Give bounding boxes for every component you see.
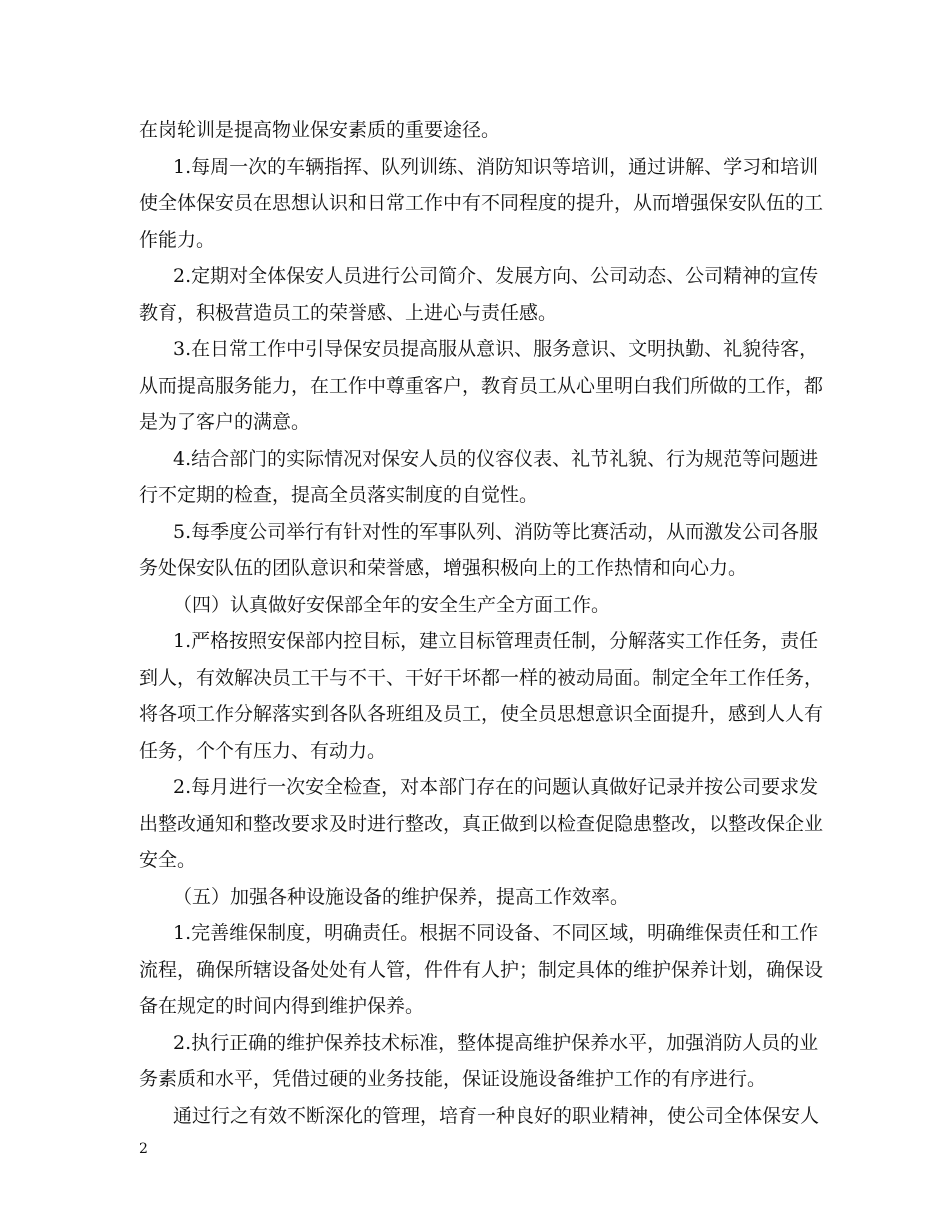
text-line: 务素质和水平，凭借过硬的业务技能，保证设施设备维护工作的有序进行。 xyxy=(139,1068,767,1090)
text-line: 安全。 xyxy=(139,849,197,871)
text-line: 在岗轮训是提高物业保安素质的重要途径。 xyxy=(139,119,501,141)
text-line: 2.每月进行一次安全检查，对本部门存在的问题认真做好记录并按公司要求发 xyxy=(173,776,819,798)
text-line: 2.定期对全体保安人员进行公司简介、发展方向、公司动态、公司精神的宣传 xyxy=(173,265,819,287)
text-line: 3.在日常工作中引导保安员提高服从意识、服务意识、文明执勤、礼貌待客， xyxy=(173,338,819,360)
section-heading: （五）加强各种设施设备的维护保养，提高工作效率。 xyxy=(173,885,630,908)
text-line: 从而提高服务能力，在工作中尊重客户，教育员工从心里明白我们所做的工作，都 xyxy=(139,374,824,397)
text-line: 1.严格按照安保部内控目标，建立目标管理责任制，分解落实工作任务，责任 xyxy=(173,630,819,652)
text-line: 将各项工作分解落实到各队各班组及员工，使全员思想意识全面提升，感到人人有 xyxy=(139,703,824,725)
body-text xyxy=(139,112,824,1134)
text-line: 通过行之有效不断深化的管理，培育一种良好的职业精神，使公司全体保安人 xyxy=(173,1104,820,1127)
text-line: 1.完善维保制度，明确责任。根据不同设备、不同区域，明确维保责任和工作 xyxy=(173,922,819,944)
page-number: 2 xyxy=(139,1141,148,1157)
text-line: 务处保安队伍的团队意识和荣誉感，增强积极向上的工作热情和向心力。 xyxy=(139,557,748,579)
section-heading: （四）认真做好安保部全年的安全生产全方面工作。 xyxy=(173,593,611,616)
text-line: 是为了客户的满意。 xyxy=(139,411,311,433)
text-line: 作能力。 xyxy=(139,228,216,251)
text-line: 到人，有效解决员工干与不干、干好干坏都一样的被动局面。制定全年工作任务， xyxy=(139,666,824,689)
text-line: 教育，积极营造员工的荣誉感、上进心与责任感。 xyxy=(139,301,558,324)
text-line: 行不定期的检查，提高全员落实制度的自觉性。 xyxy=(139,484,539,506)
text-line: 4.结合部门的实际情况对保安人员的仪容仪表、礼节礼貌、行为规范等问题进 xyxy=(173,447,819,470)
text-line: 1.每周一次的车辆指挥、队列训练、消防知识等培训，通过讲解、学习和培训 xyxy=(173,155,819,178)
text-line: 使全体保安员在思想认识和日常工作中有不同程度的提升，从而增强保安队伍的工 xyxy=(139,192,824,214)
text-line: 5.每季度公司举行有针对性的军事队列、消防等比赛活动，从而激发公司各服 xyxy=(173,520,819,543)
text-line: 流程，确保所辖设备处处有人管，件件有人护；制定具体的维护保养计划，确保设 xyxy=(139,958,824,981)
text-line: 2.执行正确的维护保养技术标准，整体提高维护保养水平，加强消防人员的业 xyxy=(173,1031,819,1054)
text-line: 出整改通知和整改要求及时进行整改，真正做到以检查促隐患整改，以整改保企业 xyxy=(139,812,824,835)
text-line: 任务，个个有压力、有动力。 xyxy=(139,739,387,762)
text-line: 备在规定的时间内得到维护保养。 xyxy=(139,995,425,1017)
